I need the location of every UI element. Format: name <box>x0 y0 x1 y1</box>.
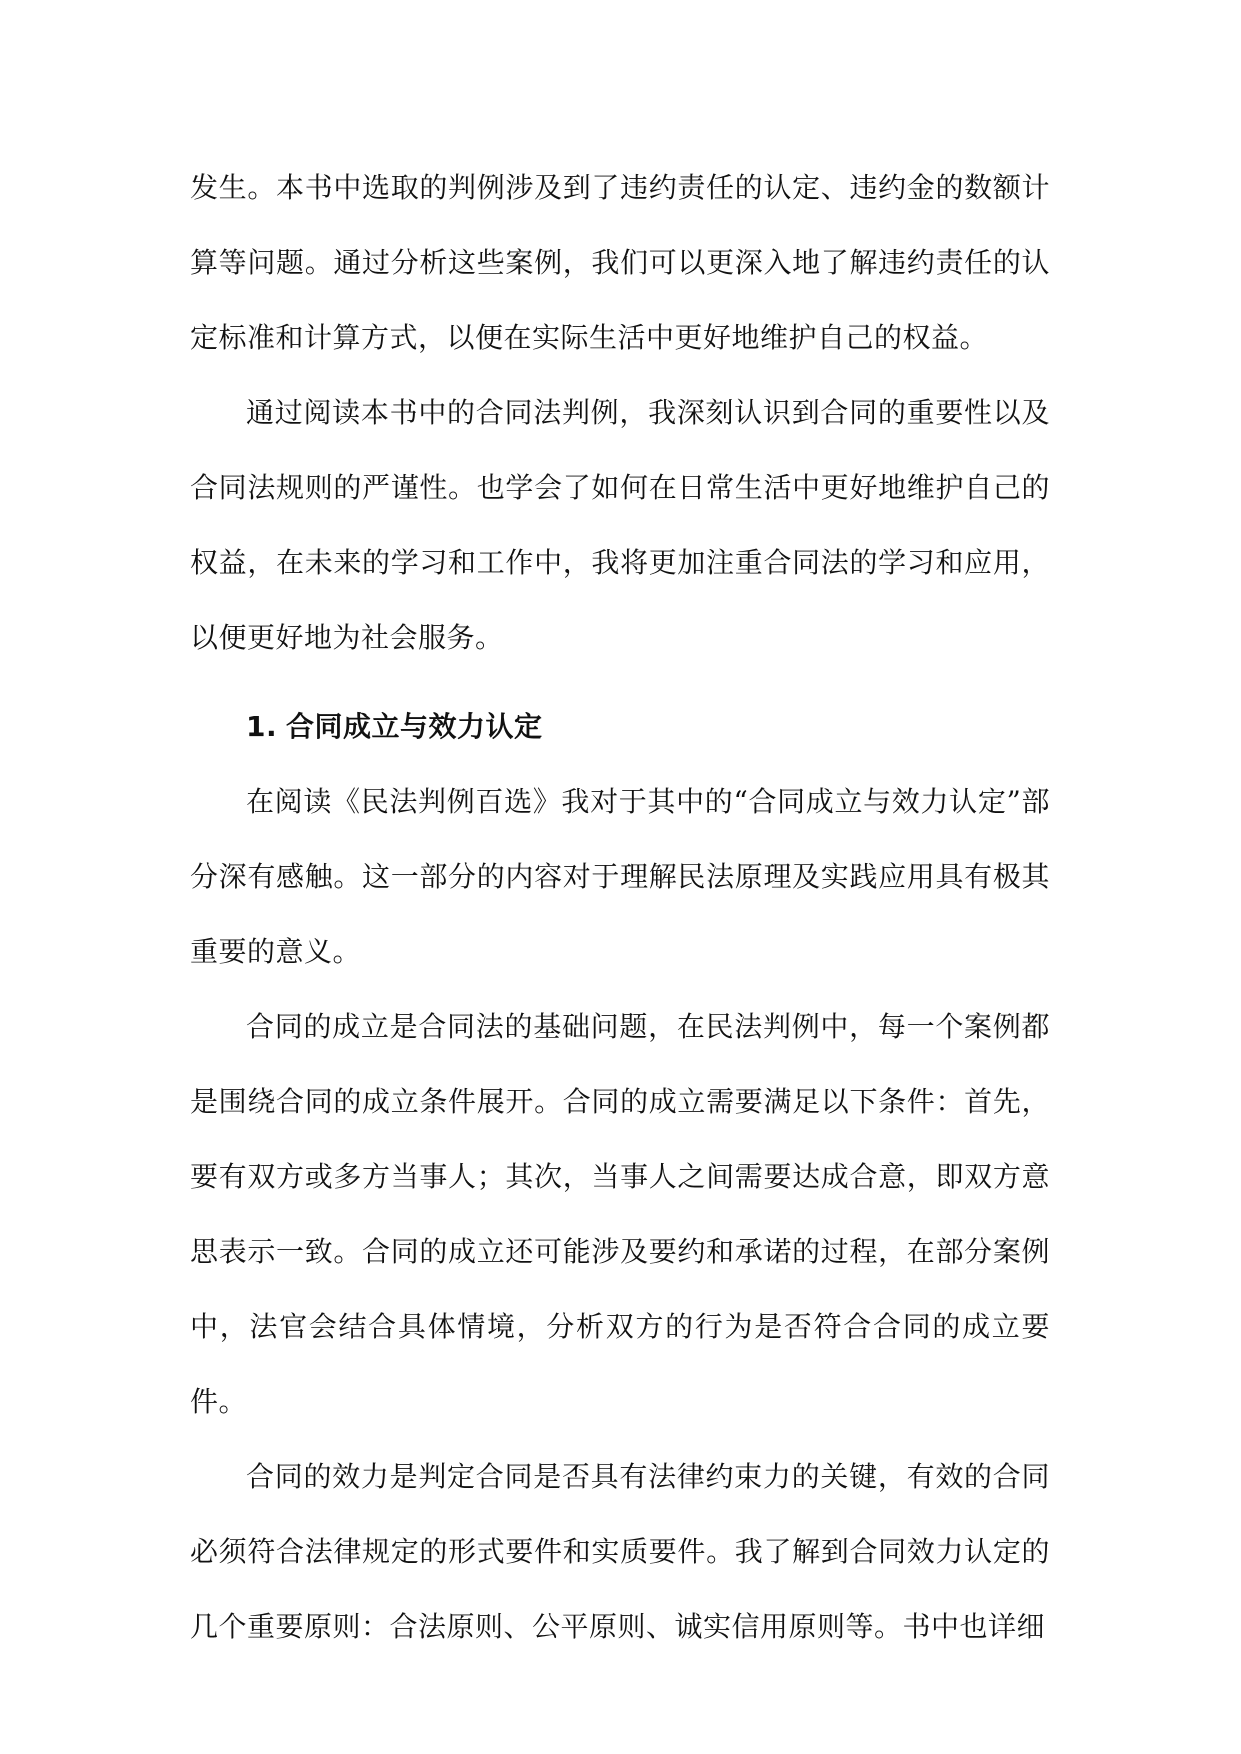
paragraph: 通过阅读本书中的合同法判例，我深刻认识到合同的重要性以及合同法规则的严谨性。也学会了如何在日常生活中更好地维护自己的权益，在未来的学习和工作中，我将更加注重合同法的学习和应用，以便更好地为社会服务。 <box>190 396 1050 654</box>
document-page <box>190 150 1050 1664</box>
section-number: 1. <box>246 710 278 743</box>
section-title: 合同成立与效力认定 <box>286 710 543 743</box>
paragraph: 在阅读《民法判例百选》我对于其中的“合同成立与效力认定”部分深有感触。这一部分的内容对于理解民法原理及实践应用具有极其重要的意义。 <box>190 785 1050 968</box>
paragraph: 发生。本书中选取的判例涉及到了违约责任的认定、违约金的数额计算等问题。通过分析这些案例，我们可以更深入地了解违约责任的认定标准和计算方式，以便在实际生活中更好地维护自己的权益。 <box>190 171 1050 354</box>
paragraph: 合同的效力是判定合同是否具有法律约束力的关键，有效的合同必须符合法律规定的形式要件和实质要件。我了解到合同效力认定的几个重要原则：合法原则、公平原则、诚实信用原则等。书中也详细 <box>190 1460 1050 1643</box>
section-heading <box>190 689 1050 764</box>
paragraph: 合同的成立是合同法的基础问题，在民法判例中，每一个案例都是围绕合同的成立条件展开。合同的成立需要满足以下条件：首先，要有双方或多方当事人；其次，当事人之间需要达成合意，即双方意思表示一致。合同的成立还可能涉及要约和承诺的过程，在部分案例中，法官会结合具体情境，分析双方的行为是否符合合同的成立要件。 <box>190 1010 1050 1418</box>
